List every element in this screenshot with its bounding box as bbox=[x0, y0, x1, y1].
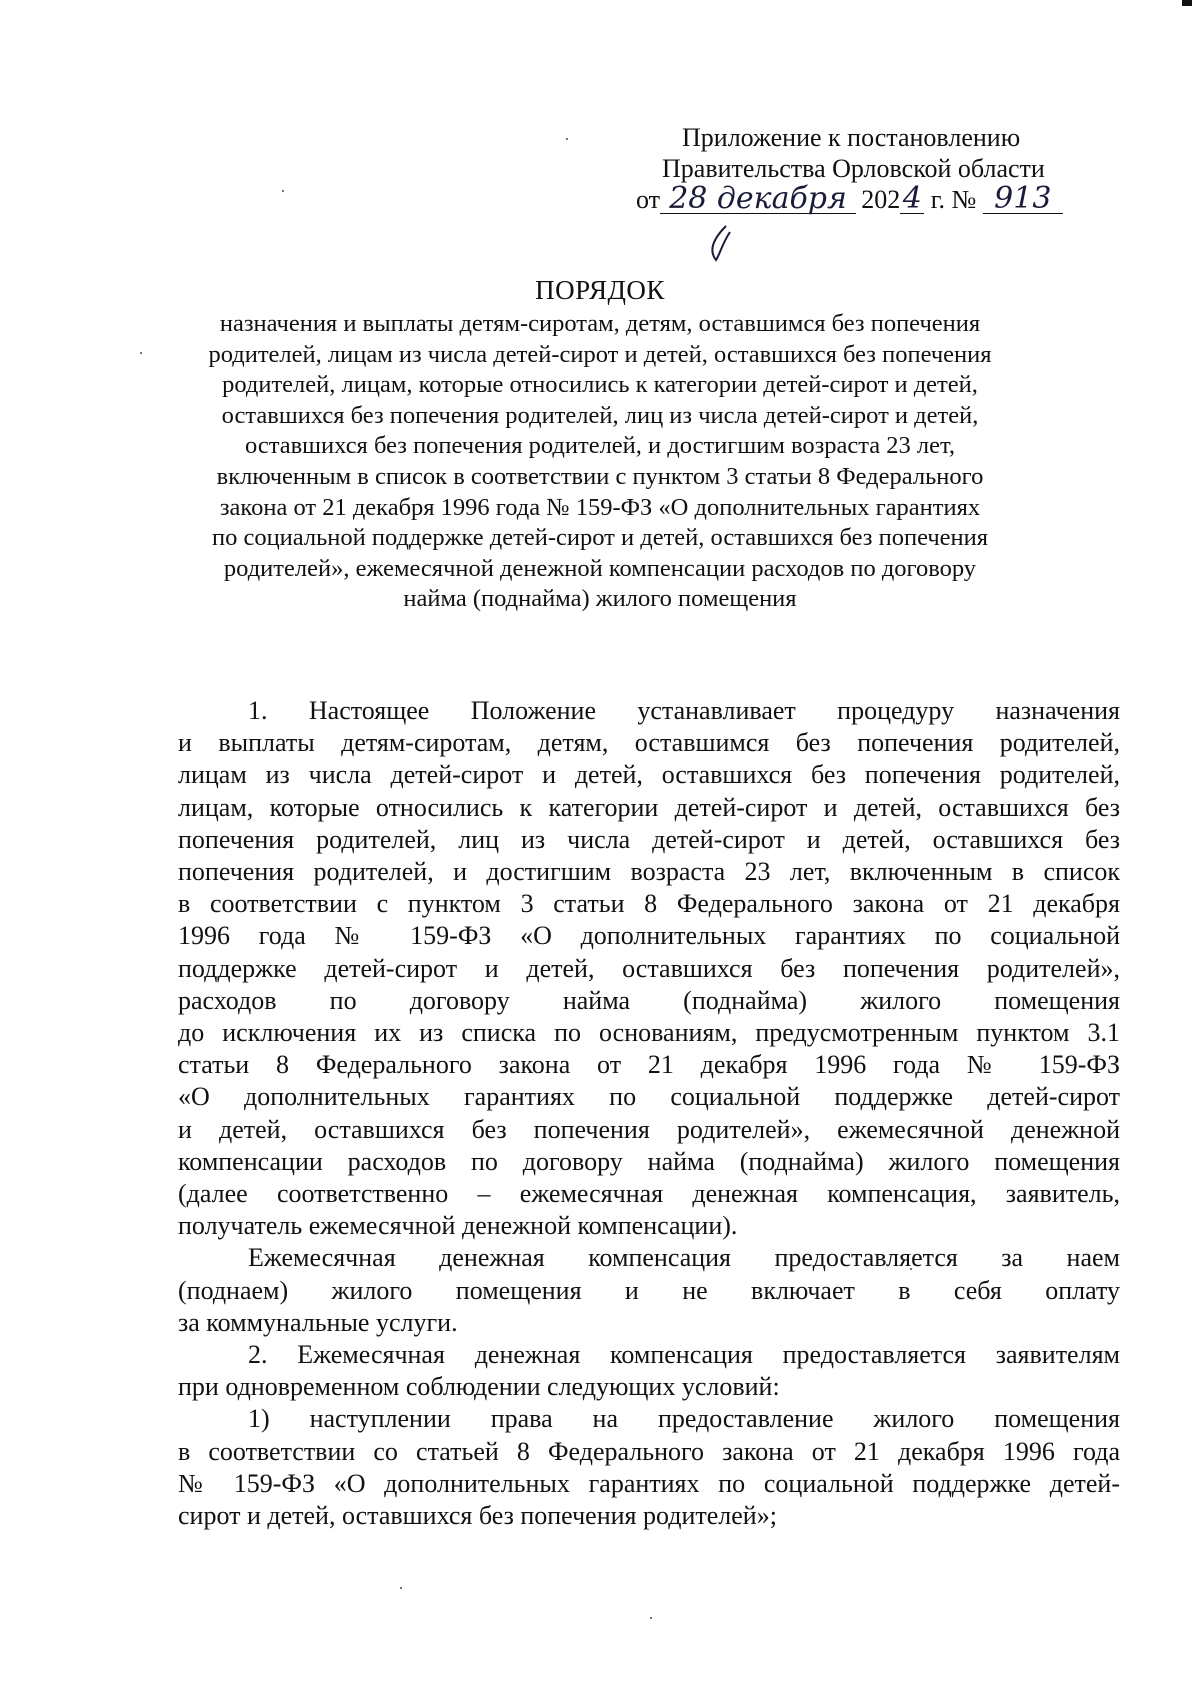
scan-corner-mark bbox=[1182, 0, 1192, 6]
subtitle-line: включенным в список в соответствии с пунктом 3 статьи 8 Федерального bbox=[216, 462, 984, 490]
paragraph-line: получатель ежемесячной денежной компенсации). bbox=[178, 1211, 738, 1241]
paragraph-line: и выплаты детям-сиротам, детям, оставшимся без попечения родителей, bbox=[178, 728, 1120, 758]
paragraph-line: попечения родителей, лиц из числа детей-сирот и детей, оставшихся без bbox=[178, 824, 1120, 854]
subtitle-line: оставшихся без попечения родителей, и достигшим возраста 23 лет, bbox=[244, 432, 955, 460]
paragraph-line: 1. Настоящее Положение устанавливает процедуру назначения bbox=[248, 696, 1120, 725]
header-date-number-line bbox=[636, 181, 1120, 216]
scan-speck bbox=[282, 190, 284, 192]
header-from-label: от bbox=[636, 185, 661, 214]
paragraph-line: (поднаем) жилого помещения и не включает в себя оплату bbox=[178, 1275, 1120, 1305]
header-number-label: г. № bbox=[930, 185, 977, 214]
paragraph-line: поддержке детей-сирот и детей, оставшихся без попечения родителей», bbox=[178, 953, 1120, 983]
paragraph-line: в соответствии с пунктом 3 статьи 8 Федерального закона от 21 декабря bbox=[178, 889, 1120, 919]
paragraph-line: Ежемесячная денежная компенсация предоставляется за наем bbox=[248, 1243, 1120, 1273]
document-title: ПОРЯДОК bbox=[535, 275, 665, 305]
paragraph-line: № 159-ФЗ «О дополнительных гарантиях по социальной поддержке детей- bbox=[178, 1468, 1120, 1498]
paragraph-line: до исключения их из списка по основаниям, предусмотренным пунктом 3.1 bbox=[178, 1018, 1120, 1048]
paragraph-line: за коммунальные услуги. bbox=[178, 1307, 458, 1337]
handwritten-year-digit: 4 bbox=[900, 189, 924, 214]
subtitle-line: оставшихся без попечения родителей, лиц из числа детей-сирот и детей, bbox=[221, 401, 979, 429]
handwritten-date: 28 декабря bbox=[660, 189, 856, 214]
handwriting-squiggle-icon bbox=[696, 224, 756, 264]
paragraph-line: лицам, которые относились к категории детей-сирот и детей, оставшихся без bbox=[178, 792, 1120, 822]
subtitle-line: назначения и выплаты детям-сиротам, детям, оставшимся без попечения bbox=[219, 310, 981, 337]
scan-speck bbox=[650, 1617, 652, 1619]
paragraph-2 bbox=[178, 1242, 1120, 1339]
handwritten-number: 913 bbox=[983, 189, 1063, 214]
paragraph-line: сирот и детей, оставшихся без попечения родителей»; bbox=[178, 1501, 777, 1531]
scan-speck bbox=[140, 352, 142, 354]
paragraph-line: расходов по договору найма (поднайма) жилого помещения bbox=[178, 985, 1120, 1015]
paragraph-line: попечения родителей, и достигшим возраста 23 лет, включенным в список bbox=[178, 857, 1120, 887]
paragraph-line: (далее соответственно – ежемесячная денежная компенсация, заявитель, bbox=[178, 1179, 1120, 1209]
paragraph-line: 2. Ежемесячная денежная компенсация предоставляется заявителям bbox=[248, 1340, 1120, 1370]
paragraph-line: лицам из числа детей-сирот и детей, оставшихся без попечения родителей, bbox=[178, 760, 1120, 790]
header-year-prefix: 202 bbox=[861, 185, 901, 214]
subtitle-line: закона от 21 декабря 1996 года № 159-ФЗ «О дополнительных гарантиях bbox=[219, 493, 981, 521]
document-body bbox=[178, 695, 1120, 1532]
paragraph-line: 1) наступлении права на предоставление жилого помещения bbox=[248, 1404, 1120, 1434]
paragraph-line: в соответствии со статьей 8 Федерального закона от 21 декабря 1996 года bbox=[178, 1436, 1120, 1466]
paragraph-line: и детей, оставшихся без попечения родителей», ежемесячной денежной bbox=[178, 1114, 1120, 1144]
scan-speck bbox=[400, 1587, 402, 1589]
paragraph-3 bbox=[178, 1339, 1120, 1403]
paragraph-line: компенсации расходов по договору найма (поднайма) жилого помещения bbox=[178, 1146, 1120, 1176]
subtitle-line: родителей, лицам из числа детей-сирот и детей, оставшихся без попечения bbox=[208, 340, 992, 368]
paragraph-line: «О дополнительных гарантиях по социальной поддержке детей-сирот bbox=[178, 1082, 1120, 1112]
header-appendix-line: Приложение к постановлению bbox=[682, 123, 1021, 152]
subtitle-line: родителей, лицам, которые относились к категории детей-сирот и детей, bbox=[222, 371, 978, 399]
document-header bbox=[600, 122, 1120, 215]
document-subtitle bbox=[160, 309, 1040, 615]
paragraph-line: при одновременном соблюдении следующих условий: bbox=[178, 1372, 780, 1402]
scan-speck bbox=[566, 138, 568, 140]
subtitle-line: найма (поднайма) жилого помещения bbox=[403, 585, 797, 613]
paragraph-line: статьи 8 Федерального закона от 21 декабря 1996 года № 159-ФЗ bbox=[178, 1050, 1120, 1080]
paragraph-4 bbox=[178, 1403, 1120, 1532]
paragraph-1 bbox=[178, 695, 1120, 1242]
subtitle-line: родителей», ежемесячной денежной компенсации расходов по договору bbox=[223, 554, 977, 582]
subtitle-line: по социальной поддержке детей-сирот и детей, оставшихся без попечения bbox=[211, 524, 989, 552]
header-government-line: Правительства Орловской области bbox=[662, 154, 1045, 183]
paragraph-line: 1996 года № 159-ФЗ «О дополнительных гарантиях по социальной bbox=[178, 921, 1120, 951]
